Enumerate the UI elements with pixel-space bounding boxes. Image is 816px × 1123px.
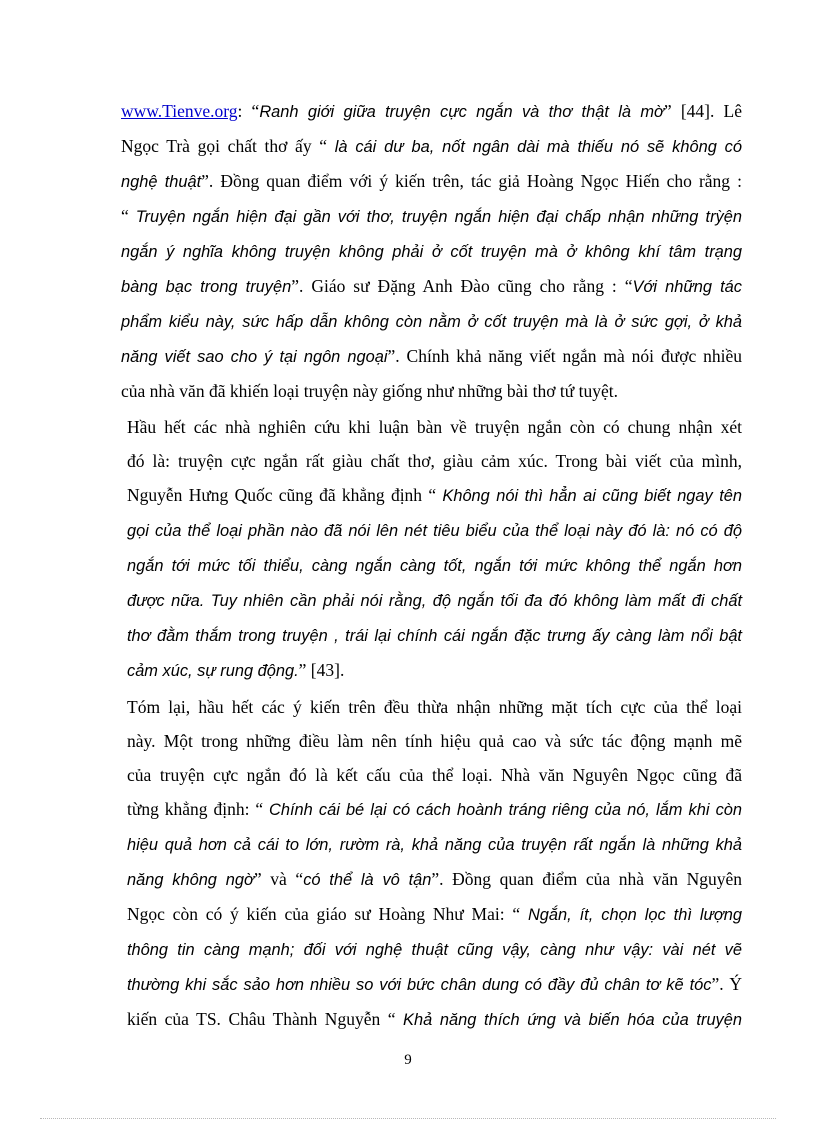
page-break-divider xyxy=(40,1118,776,1119)
quote: cảm xúc, sự rung động. xyxy=(127,662,299,680)
page-number: 9 xyxy=(404,1052,412,1068)
quote: được nữa. Tuy nhiên cần phải nói rằng, độ ngắn tối đa đó không làm mất đi chất xyxy=(127,592,742,610)
text-line: từng khẳng định: “ Chính cái bé lại có cách hoành tráng riêng của nó, lắm khi còn xyxy=(127,799,742,819)
quote: nghệ thuật xyxy=(121,173,202,191)
quote: thơ đằm thắm trong truyện , trái lại chính cái ngắn đặc trưng ấy càng làm nổi bật xyxy=(127,627,742,645)
text-line xyxy=(121,583,742,618)
quote: bàng bạc trong truyện xyxy=(121,278,292,296)
paragraph-2 xyxy=(121,410,742,688)
quote: Ranh giới giữa truyện cực ngắn và thơ thật là mờ xyxy=(259,103,664,121)
quote: Ngắn, ít, chọn lọc thì lượng xyxy=(527,906,742,924)
quote: gọi của thể loại phần nào đã nói lên nét tiêu biểu của thể loại này đó là: nó có độ xyxy=(127,522,742,540)
text-line: kiến của TS. Châu Thành Nguyễn “ Khả năng thích ứng và biến hóa của truyện xyxy=(127,1009,742,1029)
quote: ngắn tới mức tối thiểu, càng ngắn càng tốt, ngắn tới mức không thể ngắn hơn xyxy=(127,557,742,575)
quote: Truyện ngắn hiện đại gần với thơ, truyện ngắn hiện đại chấp nhận những trỳện xyxy=(135,208,742,226)
quote: có thể là vô tận xyxy=(303,871,432,889)
quote: Khả năng thích ứng và biến hóa của truyện xyxy=(403,1011,742,1029)
quote: thường khi sắc sảo hơn nhiều so với bức chân dung có đầy đủ chân tơ kẽ tóc xyxy=(127,976,712,994)
quote: năng không ngờ xyxy=(127,871,254,889)
quote: Chính cái bé lại có cách hoành tráng riêng của nó, lắm khi còn xyxy=(269,801,742,819)
text-line xyxy=(121,304,742,339)
quote: Với những tác xyxy=(632,278,742,296)
quote: thông tin càng mạnh; đối với nghệ thuật cũng vậy, càng như vậy: vài nét vẽ xyxy=(127,941,742,959)
text-line: bàng bạc trong truyện”. Giáo sư Đặng Anh Đào cũng cho rằng : “Với những tác xyxy=(121,276,742,296)
quote: hiệu quả hơn cả cái to lớn, rườm rà, khả năng của truyện rất ngắn là những khả xyxy=(127,836,742,854)
text-line: này. Một trong những điều làm nên tính hiệu quả cao và sức tác động mạnh mẽ xyxy=(127,731,742,751)
text-line: www.Tienve.org: “Ranh giới giữa truyện cực ngắn và thơ thật là mờ” [44]. Lê xyxy=(121,101,742,121)
source-link[interactable]: www.Tienve.org xyxy=(121,101,238,121)
body-text xyxy=(121,94,742,1037)
quote: Không nói thì hẳn ai cũng biết ngay tên xyxy=(442,487,742,505)
text-line: thường khi sắc sảo hơn nhiều so với bức chân dung có đầy đủ chân tơ kẽ tóc”. Ý xyxy=(127,974,743,994)
paragraph-1 xyxy=(121,94,742,408)
quote: ngắn ý nghĩa không truyện không phải ở cốt truyện mà ở không khí tâm trạng xyxy=(121,243,742,261)
text-line: đó là: truyện cực ngắn rất giàu chất thơ, giàu cảm xúc. Trong bài viết của mình, xyxy=(127,451,742,471)
text-line: năng viết sao cho ý tại ngôn ngoại”. Chính khả năng viết ngắn mà nói được nhiều xyxy=(121,346,742,366)
text-line: “ Truyện ngắn hiện đại gần với thơ, truyện ngắn hiện đại chấp nhận những trỳện xyxy=(121,206,742,226)
text-line: Nguyễn Hưng Quốc cũng đã khẳng định “ Không nói thì hẳn ai cũng biết ngay tên xyxy=(127,485,742,505)
text-line xyxy=(121,548,742,583)
text-line xyxy=(121,513,742,548)
text-line xyxy=(121,827,742,862)
text-line: năng không ngờ” và “có thể là vô tận”. Đồng quan điểm của nhà văn Nguyên xyxy=(127,869,742,889)
text-line: nghệ thuật”. Đồng quan điểm với ý kiến trên, tác giả Hoàng Ngọc Hiến cho rằng : xyxy=(121,171,742,191)
text-line xyxy=(121,932,742,967)
text-line: Tóm lại, hầu hết các ý kiến trên đều thừa nhận những mặt tích cực của thể loại xyxy=(127,697,742,717)
quote: phẩm kiểu này, sức hấp dẫn không còn nằm ở cốt truyện mà là ở sức gợi, ở khả xyxy=(121,313,742,331)
quote: năng viết sao cho ý tại ngôn ngoại xyxy=(121,348,388,366)
quote: là cái dư ba, nốt ngân dài mà thiếu nó sẽ không có xyxy=(334,138,742,156)
text-line: cảm xúc, sự rung động.” [43]. xyxy=(127,660,345,680)
text-line: Ngọc còn có ý kiến của giáo sư Hoàng Như Mai: “ Ngắn, ít, chọn lọc thì lượng xyxy=(127,904,742,924)
text-line: Hầu hết các nhà nghiên cứu khi luận bàn về truyện ngắn còn có chung nhận xét xyxy=(127,417,742,437)
text-line: của truyện cực ngắn đó là kết cấu của thể loại. Nhà văn Nguyên Ngọc cũng đã xyxy=(127,765,742,785)
text-line: của nhà văn đã khiến loại truyện này giống như những bài thơ tứ tuyệt. xyxy=(121,381,618,401)
paragraph-3 xyxy=(121,690,742,1037)
text-line xyxy=(121,234,742,269)
text-line: Ngọc Trà gọi chất thơ ấy “ là cái dư ba, nốt ngân dài mà thiếu nó sẽ không có xyxy=(121,136,742,156)
text-line xyxy=(121,618,742,653)
